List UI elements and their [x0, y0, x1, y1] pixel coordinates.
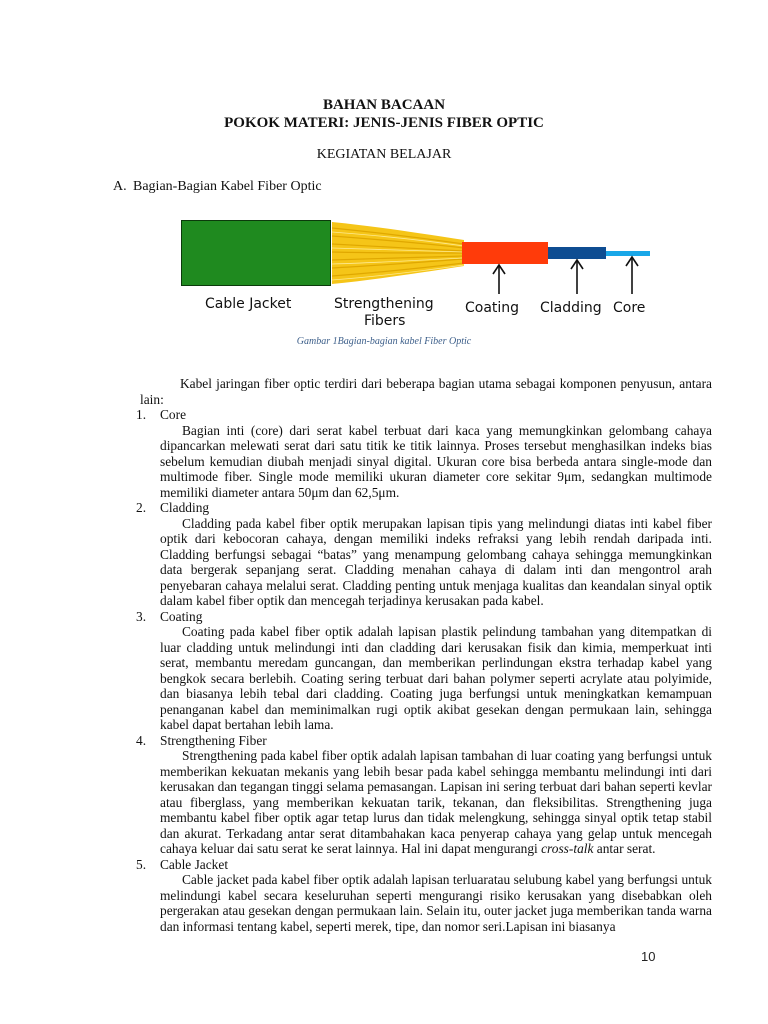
item-coating-text: Coating pada kabel fiber optik adalah lapisan plastik pelindung tambahan yang ditempatkan di luar cladding untuk melindungi inti dan cladding dari kerusakan fisik dan kimia, memperkuat inti serat, membantu meredam guncangan, dan memberikan perlindungan ekstra terhadap kabel yang bengkok secara berlebih. Coating sering terbuat dari bahan polymer seperti acrylate atau polyimide, dan biasanya lebih tebal dari cladding. Coating juga berfungsi untuk meningkatkan kemampuan penanganan kabel dan meminimalkan rugi optik akibat gesekan dengan permukaan lain, sehingga kabel dapat bertahan lebih lama.: [160, 624, 712, 732]
doc-subtitle: KEGIATAN BELAJAR: [316, 147, 452, 162]
pointer-arrows: [180, 218, 660, 338]
item-text-part: Strengthening pada kabel fiber optik adalah lapisan tambahan di luar coating yang berfungsi untuk memberikan kekuatan mekanis yang lebih besar pada kabel sehingga membantu melindungi inti dari kerusakan dan tegangan tinggi selama pemasangan. Lapisan ini sering terbuat dari bahan seperti kevlar atau fiberglass, yang memberikan kekuatan tarik, tekanan, dan fleksibilitas. Strengthening juga membantu kabel fiber optik agar tetap lurus dan tidak melengkung, sehingga sinyal optik tetap stabil dan akurat. Terkadang antar serat ditambahakan kaca penyerap cahaya yang gelap untuk mencegah cahaya keluar dai satu serat ke serat lainnya. Hal ini dapat mengurangi: [160, 748, 712, 856]
label-cable-jacket: Cable Jacket: [205, 296, 292, 312]
item-number: 1.: [136, 407, 147, 422]
label-cladding: Cladding: [540, 300, 602, 316]
item-title: Strengthening Fiber: [160, 732, 267, 748]
item-coating-heading: [136, 608, 712, 625]
item-core-text: Bagian inti (core) dari serat kabel terbuat dari kaca yang memungkinkan gelombang cahaya dipancarkan melewati serat dari satu titik ke titik lainnya. Proses tersebut menghasilkan indeks bias sebelum kemudian diubah menjadi sinyal digital. Ukuran core bisa berbeda antara single-mode dan multimode fiber. Single mode memiliki ukuran diameter core sekitar 9μm, sedangkan multimode memiliki diameter antara 50μm dan 62,5μm.: [160, 422, 712, 500]
item-jacket-text: Cable jacket pada kabel fiber optik adalah lapisan terluaratau selubung kabel yang berfungsi untuk melindungi kabel secara keseluruhan seperti mengurangi risiko kerusakan yang disebabkan oleh pergerakan atau gesekan dengan permukaan lain. Selain itu, outer jacket juga memberikan tanda warna dan informasi tentang kabel, seperti merek, tipe, dan nomor seri.Lapisan ini biasanya: [160, 872, 712, 934]
label-strengthening: Strengthening: [334, 296, 434, 312]
item-text-italic: cross-talk: [541, 841, 594, 856]
item-title: Core: [160, 407, 187, 422]
label-coating: Coating: [465, 300, 520, 316]
item-number: 3.: [136, 608, 147, 624]
label-fibers: Fibers: [364, 313, 406, 329]
item-number: 2.: [136, 500, 147, 515]
item-core-heading: [136, 407, 712, 423]
doc-title-line2: POKOK MATERI: JENIS-JENIS FIBER OPTIC: [224, 115, 544, 131]
page-number: 10: [641, 949, 656, 964]
section-title: Bagian-Bagian Kabel Fiber Optic: [133, 179, 322, 194]
item-text-part: antar serat.: [593, 841, 656, 856]
section-letter: A.: [113, 179, 127, 194]
section-a-heading: [113, 178, 322, 195]
item-cladding-heading: [136, 500, 712, 516]
item-jacket-heading: [136, 856, 712, 873]
figure-caption: Gambar 1Bagian-bagian kabel Fiber Optic: [296, 336, 472, 347]
item-strengthening-heading: [136, 732, 712, 749]
intro-paragraph: Kabel jaringan fiber optic terdiri dari beberapa bagian utama sebagai komponen penyusun, antara lain:: [140, 376, 712, 407]
item-strengthening-text: [160, 748, 712, 857]
item-title: Coating: [160, 608, 203, 624]
item-title: Cladding: [160, 500, 210, 515]
label-core: Core: [613, 300, 646, 316]
item-number: 5.: [136, 856, 147, 872]
body-text: [136, 376, 712, 934]
item-title: Cable Jacket: [160, 856, 229, 872]
item-number: 4.: [136, 732, 147, 748]
doc-title-line1: BAHAN BACAAN: [322, 97, 446, 113]
cable-diagram: [180, 218, 660, 338]
item-cladding-text: Cladding pada kabel fiber optik merupakan lapisan tipis yang melindungi diatas inti kabel fiber optik dari kebocoran cahaya, dengan memiliki indeks refraksi yang lebih rendah daripada inti. Cladding berfungsi sebagai “batas” yang menampung gelombang cahaya sehingga memungkinkan data bergerak sepanjang serat. Cladding menahan cahaya di dalam inti dan mengontrol arah penyebaran cahaya melalui serat. Cladding penting untuk menjaga kualitas dan keandalan sinyal optik dalam kabel fiber optik dan mencegah terjadinya kerusakan pada kabel.: [160, 515, 712, 608]
